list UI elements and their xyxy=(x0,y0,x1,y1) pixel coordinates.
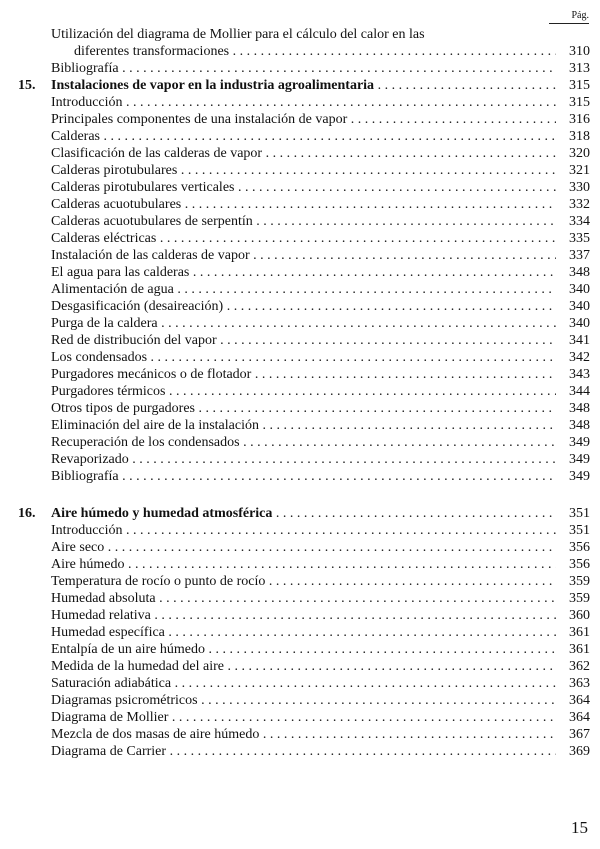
toc-entry xyxy=(0,743,600,760)
toc-entry xyxy=(0,349,600,366)
toc-entry-page: 348 xyxy=(569,401,590,416)
toc-entry-label: Saturación adiabática . . . xyxy=(51,675,556,692)
toc-entry-label: Introducción . . . xyxy=(51,94,556,111)
toc-entry-page: 356 xyxy=(569,540,590,555)
toc-entry-page: 320 xyxy=(569,146,590,161)
toc-entry-label-continuation: diferentes transformaciones . . . xyxy=(74,43,556,60)
toc-entry-label: Calderas pirotubulares verticales . . . xyxy=(51,179,556,196)
toc-entry xyxy=(0,26,600,60)
toc-entry xyxy=(0,417,600,434)
toc-entry xyxy=(0,726,600,743)
toc-entry-label: Calderas acuotubulares de serpentín . . . xyxy=(51,213,556,230)
toc-entry-label: Eliminación del aire de la instalación . . . xyxy=(51,417,556,434)
toc-entry-label: Purga de la caldera . . . xyxy=(51,315,556,332)
toc-entry-label: Calderas . . . xyxy=(51,128,556,145)
toc-entry-page: 310 xyxy=(569,44,590,59)
toc-entry-label: Humedad relativa . . . xyxy=(51,607,556,624)
toc-entry-page: 315 xyxy=(569,95,590,110)
chapter-page: 351 xyxy=(569,506,590,521)
toc-entry-label: Calderas eléctricas . . . xyxy=(51,230,556,247)
toc-entry xyxy=(0,213,600,230)
toc-entry xyxy=(0,60,600,77)
toc-entry xyxy=(0,451,600,468)
toc-entry-page: 359 xyxy=(569,574,590,589)
toc-entry-label: Revaporizado . . . xyxy=(51,451,556,468)
toc-entry-page: 349 xyxy=(569,435,590,450)
toc-entry xyxy=(0,247,600,264)
section-gap xyxy=(0,485,600,505)
toc-entry-label: Bibliografía . . . xyxy=(51,60,556,77)
toc-entry xyxy=(0,111,600,128)
toc-entry xyxy=(0,230,600,247)
toc-entry-label: Medida de la humedad del aire . . . xyxy=(51,658,556,675)
toc-entry-page: 330 xyxy=(569,180,590,195)
toc-entry xyxy=(0,573,600,590)
toc-entry-label: Recuperación de los condensados . . . xyxy=(51,434,556,451)
toc-entry-label: Humedad específica . . . xyxy=(51,624,556,641)
toc-entry-label: Calderas pirotubulares . . . xyxy=(51,162,556,179)
toc-entry-page: 364 xyxy=(569,710,590,725)
toc-entry xyxy=(0,607,600,624)
toc-entry-label: Red de distribución del vapor . . . xyxy=(51,332,556,349)
toc-entry xyxy=(0,400,600,417)
toc-entry-page: 340 xyxy=(569,282,590,297)
toc-entry-label: Mezcla de dos masas de aire húmedo . . . xyxy=(51,726,556,743)
toc-entry-page: 348 xyxy=(569,265,590,280)
chapter-title: Aire húmedo y humedad atmosférica . . . xyxy=(51,505,556,522)
toc-entry-label: Temperatura de rocío o punto de rocío . . . xyxy=(51,573,556,590)
toc-entry xyxy=(0,128,600,145)
toc-entry-label: Aire seco . . . xyxy=(51,539,556,556)
chapter-heading-15 xyxy=(0,77,600,94)
page-number: 15 xyxy=(571,818,588,837)
toc-entry xyxy=(0,675,600,692)
toc-entry xyxy=(0,624,600,641)
toc-entry-label: Entalpía de un aire húmedo . . . xyxy=(51,641,556,658)
toc-entry-page: 356 xyxy=(569,557,590,572)
toc-entry-page: 363 xyxy=(569,676,590,691)
toc-entry-label: Diagrama de Mollier . . . xyxy=(51,709,556,726)
toc-entry-label: Utilización del diagrama de Mollier para el cálculo del calor en las xyxy=(51,27,425,42)
toc-entry-label: Calderas acuotubulares . . . xyxy=(51,196,556,213)
toc-entry-page: 334 xyxy=(569,214,590,229)
toc-entry xyxy=(0,590,600,607)
toc-entry-page: 369 xyxy=(569,744,590,759)
toc-entry xyxy=(0,539,600,556)
toc-entry-label: Desgasificación (desaireación) . . . xyxy=(51,298,556,315)
toc-entry-page: 348 xyxy=(569,418,590,433)
toc-entry-page: 342 xyxy=(569,350,590,365)
toc-entry-label: Purgadores mecánicos o de flotador . . . xyxy=(51,366,556,383)
toc-entry-label: Alimentación de agua . . . xyxy=(51,281,556,298)
toc-entry-page: 349 xyxy=(569,452,590,467)
toc-entry-page: 313 xyxy=(569,61,590,76)
toc-entry-label: Bibliografía . . . xyxy=(51,468,556,485)
toc-entry xyxy=(0,468,600,485)
toc-entry-label: Principales componentes de una instalación de vapor . . . xyxy=(51,111,556,128)
toc-entry-page: 360 xyxy=(569,608,590,623)
toc-entry-label: Diagrama de Carrier . . . xyxy=(51,743,556,760)
toc-entry xyxy=(0,179,600,196)
toc-entry-label: Aire húmedo . . . xyxy=(51,556,556,573)
chapter-page: 315 xyxy=(569,78,590,93)
chapter-number: 16. xyxy=(18,506,36,521)
toc-entry xyxy=(0,315,600,332)
toc-entry xyxy=(0,281,600,298)
toc-entry-label: Introducción . . . xyxy=(51,522,556,539)
toc-entry xyxy=(0,641,600,658)
toc-entry-label: Diagramas psicrométricos . . . xyxy=(51,692,556,709)
toc-entry-page: 343 xyxy=(569,367,590,382)
chapter-16-entries xyxy=(0,522,600,760)
chapter-number: 15. xyxy=(18,78,36,93)
page-column-header: Pág. xyxy=(571,10,589,21)
toc-entry-label: Humedad absoluta . . . xyxy=(51,590,556,607)
toc-entry-label: El agua para las calderas . . . xyxy=(51,264,556,281)
toc-entry xyxy=(0,196,600,213)
toc-entry-page: 364 xyxy=(569,693,590,708)
toc-entry-page: 349 xyxy=(569,469,590,484)
toc-entry-page: 341 xyxy=(569,333,590,348)
toc-entry-label: Purgadores térmicos . . . xyxy=(51,383,556,400)
toc-entry xyxy=(0,332,600,349)
toc-entry xyxy=(0,264,600,281)
toc-entry xyxy=(0,434,600,451)
toc-entry-label: Los condensados . . . xyxy=(51,349,556,366)
toc-entry xyxy=(0,658,600,675)
toc-entry-page: 344 xyxy=(569,384,590,399)
chapter-title: Instalaciones de vapor en la industria agroalimentaria . . . xyxy=(51,77,556,94)
toc-entry xyxy=(0,94,600,111)
toc-entry xyxy=(0,383,600,400)
toc-entry xyxy=(0,298,600,315)
toc-entry xyxy=(0,145,600,162)
chapter-15-entries xyxy=(0,94,600,485)
toc-entry-page: 316 xyxy=(569,112,590,127)
toc-entry-page: 362 xyxy=(569,659,590,674)
toc-entry-page: 337 xyxy=(569,248,590,263)
toc-entry xyxy=(0,709,600,726)
toc-entry-page: 321 xyxy=(569,163,590,178)
toc-entry-page: 335 xyxy=(569,231,590,246)
toc-entry-page: 359 xyxy=(569,591,590,606)
toc-entry xyxy=(0,162,600,179)
toc-entry-label: Instalación de las calderas de vapor . . . xyxy=(51,247,556,264)
header-rule xyxy=(549,23,589,24)
toc-entry-label: Clasificación de las calderas de vapor . . . xyxy=(51,145,556,162)
table-of-contents xyxy=(0,26,600,760)
chapter-heading-16 xyxy=(0,505,600,522)
toc-entry-page: 367 xyxy=(569,727,590,742)
toc-entry-page: 340 xyxy=(569,299,590,314)
toc-entry-page: 361 xyxy=(569,625,590,640)
toc-entry-page: 351 xyxy=(569,523,590,538)
toc-entry-page: 340 xyxy=(569,316,590,331)
toc-entry xyxy=(0,692,600,709)
toc-entry-page: 332 xyxy=(569,197,590,212)
toc-entry xyxy=(0,522,600,539)
toc-entry-page: 361 xyxy=(569,642,590,657)
toc-entry xyxy=(0,556,600,573)
toc-entry xyxy=(0,366,600,383)
toc-entry-label: Otros tipos de purgadores . . . xyxy=(51,400,556,417)
toc-entry-page: 318 xyxy=(569,129,590,144)
